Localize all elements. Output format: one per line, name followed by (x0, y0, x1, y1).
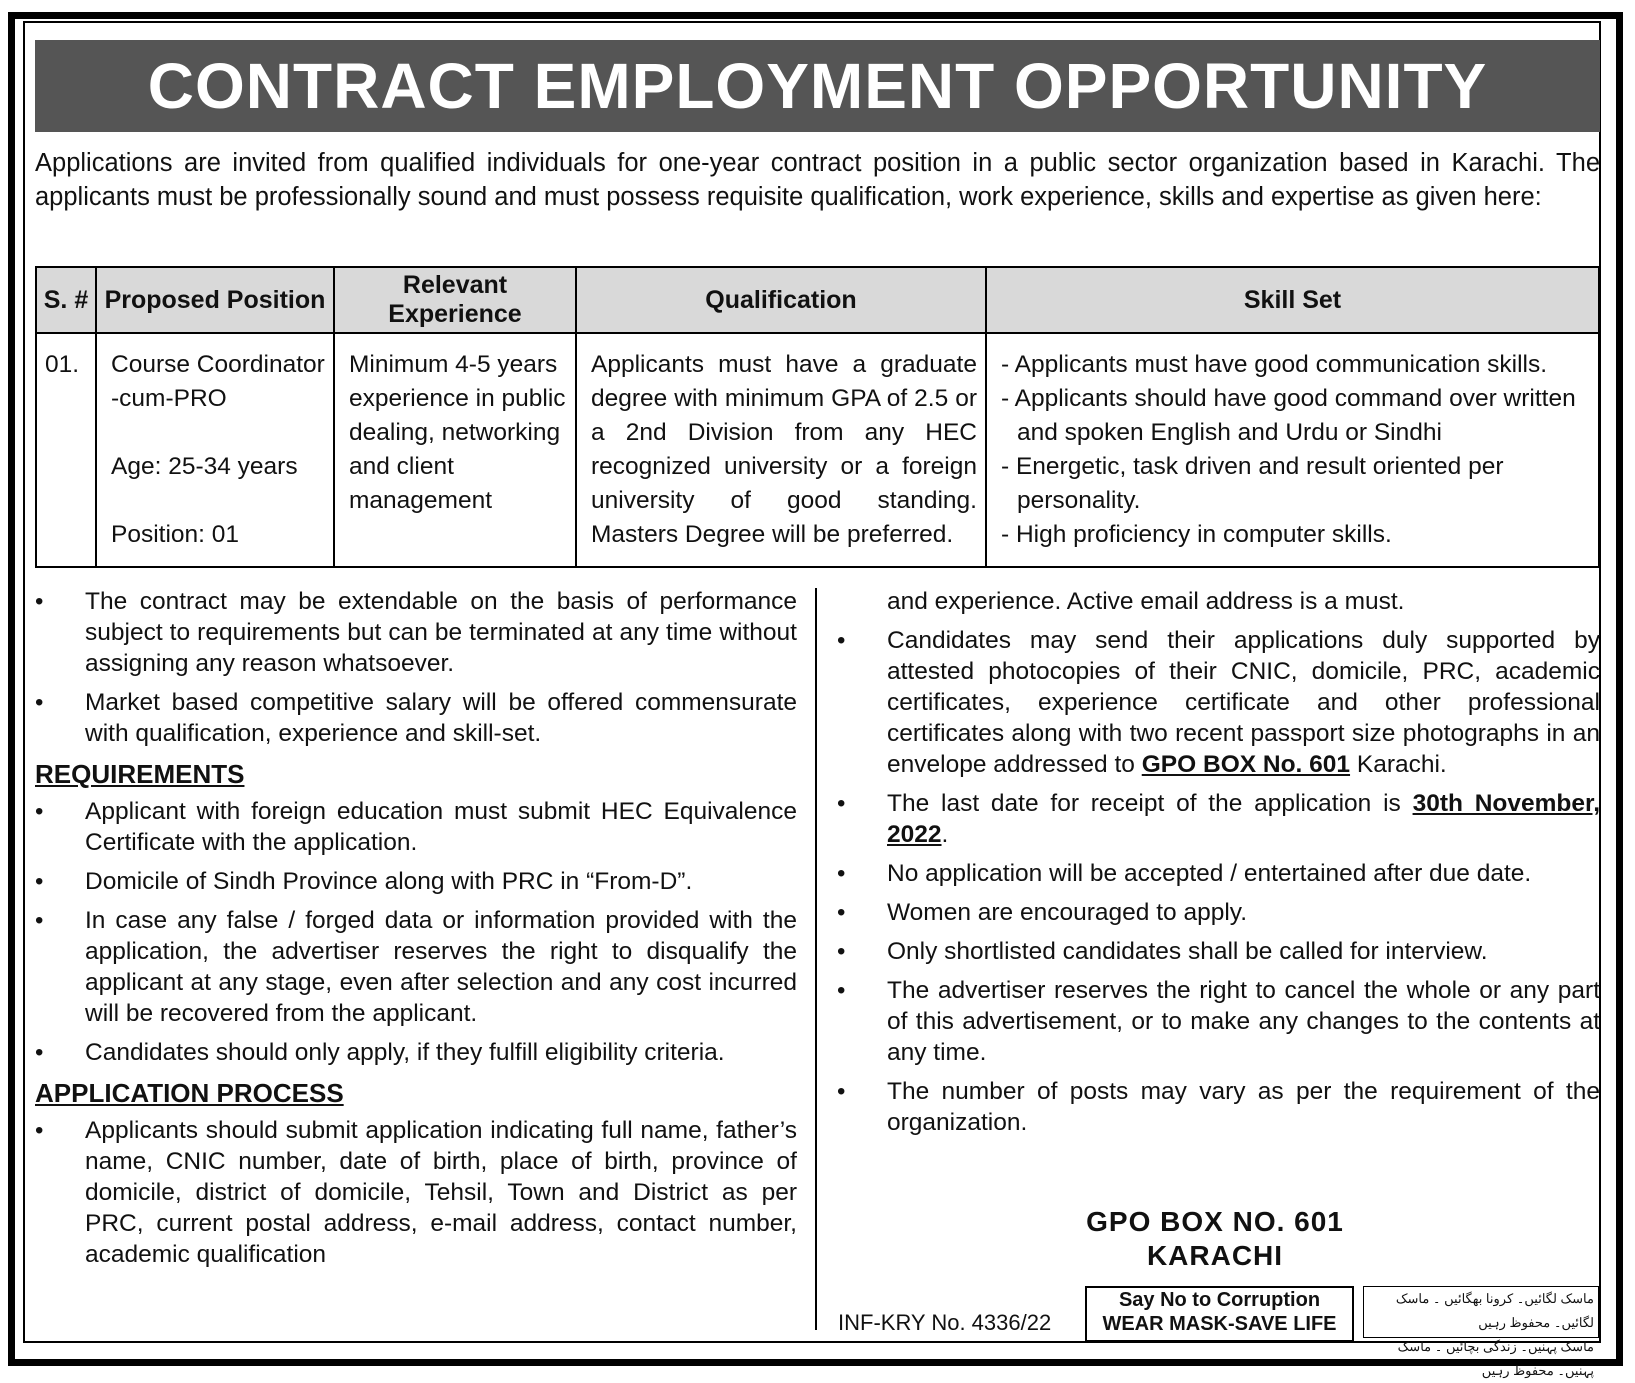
list-item: • Applicant with foreign education must submit HEC Equivalence Certificate with the application. (35, 796, 797, 858)
corruption-box (1085, 1286, 1354, 1342)
last-date: 30th November, 2022 (887, 790, 1600, 848)
list-item: • Women are encouraged to apply. (837, 897, 1600, 928)
list-item: • Domicile of Sindh Province along with PRC in “From-D”. (35, 866, 797, 897)
postal-address (1040, 1205, 1390, 1273)
cell-position (96, 333, 334, 567)
left-column (35, 586, 797, 1278)
position-count: Position: 01 (111, 521, 240, 548)
list-item: • The contract may be extendable on the basis of performance subject to requirements but can be terminated at any time without assigning any reason whatsoever. (35, 586, 797, 679)
urdu-notice (1363, 1286, 1599, 1378)
list-item: • The advertiser reserves the right to cancel the whole or any part of this advertisement, or to make any changes to the contents at any time. (837, 975, 1600, 1068)
process-continuation: and experience. Active email address is a must. (887, 588, 1405, 615)
cell-sno: 01. (36, 333, 96, 567)
list-item: • Only shortlisted candidates shall be called for interview. (837, 936, 1600, 967)
table-header-row (36, 267, 1599, 333)
process-list (35, 1115, 797, 1270)
send-city: Karachi. (1356, 751, 1447, 778)
urdu-line: ماسک پہنیں۔ زندگی بچائیں ۔ ماسک پہنیں۔ محفوظ رہیں (1397, 1339, 1594, 1378)
right-column (837, 586, 1600, 1146)
position-age: Age: 25-34 years (111, 453, 298, 480)
position-title: Course Coordinator -cum-PRO (111, 351, 325, 412)
col-header-position: Proposed Position (96, 267, 334, 333)
list-item: • No application will be accepted / entertained after due date. (837, 858, 1600, 889)
list-item (837, 625, 1600, 780)
urdu-line: ماسک لگائیں۔ کرونا بھگائیں ۔ ماسک لگائیں۔ محفوظ رہیں (1395, 1291, 1594, 1330)
process-heading: APPLICATION PROCESS (35, 1078, 344, 1108)
gpo-box: GPO BOX No. 601 (1141, 751, 1351, 778)
skill-item: - Applicants should have good command over written and spoken English and Urdu or Sindhi (1001, 385, 1576, 446)
column-divider (815, 588, 817, 1330)
col-header-skills: Skill Set (986, 267, 1599, 333)
list-item: • The last date for receipt of the application is 30th November, 2022. (837, 788, 1600, 850)
page-title: CONTRACT EMPLOYMENT OPPORTUNITY (35, 40, 1600, 132)
list-item: • Candidates should only apply, if they fulfill eligibility criteria. (35, 1037, 797, 1068)
positions-table (35, 266, 1600, 568)
address-city: KARACHI (1146, 1240, 1284, 1271)
col-header-sno: S. # (36, 267, 96, 333)
skill-item: - High proficiency in computer skills. (1001, 521, 1392, 548)
col-header-experience: Relevant Experience (334, 267, 576, 333)
list-item: • In case any false / forged data or information provided with the application, the advertiser reserves the right to disqualify the applicant at any stage, even after selection and any cost incurred will be recovered from the applicant. (35, 905, 797, 1029)
intro-paragraph: Applications are invited from qualified individuals for one-year contract position in a public sector organization based in Karachi. The applicants must be professionally sound and must possess requisite qualification, work experience, skills and expertise as given here: (35, 149, 1600, 211)
cell-experience: Minimum 4-5 years experience in public dealing, networking and client management (334, 333, 576, 567)
corruption-line: Say No to Corruption (1118, 1289, 1321, 1311)
mask-line: WEAR MASK-SAVE LIFE (1102, 1313, 1337, 1335)
table-row (36, 333, 1599, 567)
col-header-qualification: Qualification (576, 267, 986, 333)
inf-number: INF-KRY No. 4336/22 (838, 1310, 1052, 1335)
send-text: Candidates may send their applications duly supported by attested photocopies of their CNIC, domicile, PRC, academic certificates, experience certificate and other professional certificates along with two recent passport size photographs in an envelope addressed to (887, 627, 1600, 778)
list-item: • Market based competitive salary will be offered commensurate with qualification, experience and skill-set. (35, 687, 797, 749)
skill-item: - Energetic, task driven and result oriented per personality. (1001, 453, 1504, 514)
right-list (837, 625, 1600, 1138)
list-item: • Applicants should submit application indicating full name, father’s name, CNIC number, date of birth, place of birth, province of domicile, district of domicile, Tehsil, Town and District as per PRC, current postal address, e-mail address, contact number, academic qualification (35, 1115, 797, 1270)
cell-skills (986, 333, 1599, 567)
general-list (35, 586, 797, 749)
last-date-text: The last date for receipt of the application is (887, 790, 1401, 817)
skill-item: - Applicants must have good communication skills. (1001, 351, 1548, 378)
requirements-heading: REQUIREMENTS (35, 759, 245, 789)
requirements-list (35, 796, 797, 1068)
list-item: • The number of posts may vary as per the requirement of the organization. (837, 1076, 1600, 1138)
address-box: GPO BOX NO. 601 (1086, 1206, 1344, 1237)
cell-qualification: Applicants must have a graduate degree with minimum GPA of 2.5 or a 2nd Division from any HEC recognized university or a foreign university of good standing. Masters Degree will be preferred. (576, 333, 986, 567)
